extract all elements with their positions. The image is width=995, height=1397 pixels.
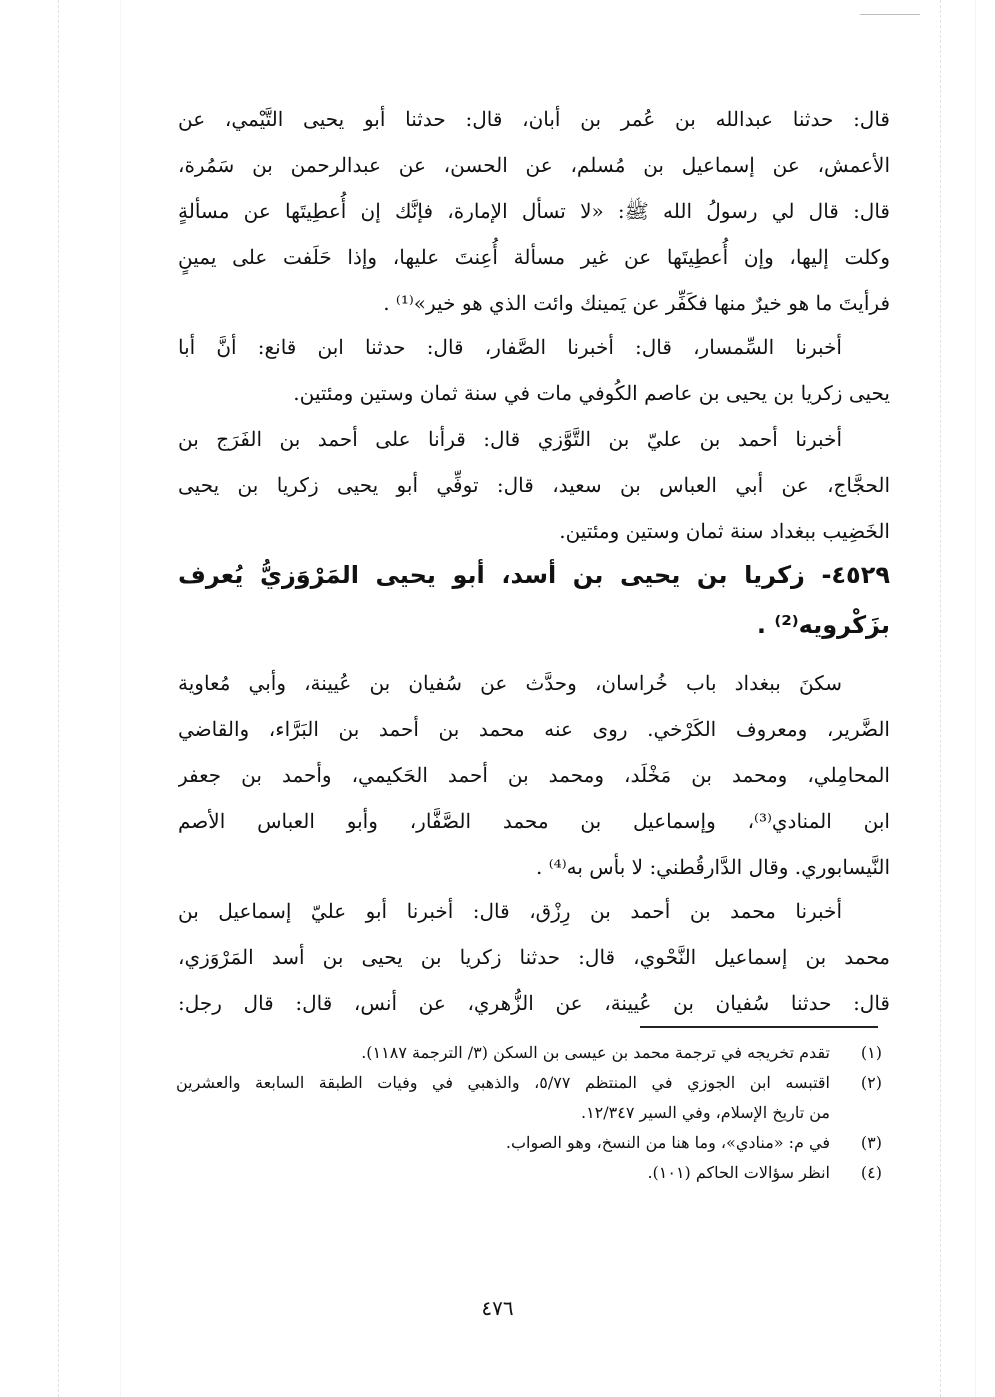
page-number: ٤٧٦ <box>481 1296 514 1320</box>
footnote-item <box>176 1158 882 1188</box>
scan-artifact-line <box>58 0 59 1397</box>
text-line: الحجَّاج، عن أبي العباس بن سعيد، قال: توفِّي أبو يحيى زكريا بن يحيى <box>178 473 890 497</box>
text-line: الخَضِيب ببغداد سنة ثمان وستين ومئتين. <box>559 519 890 543</box>
footnote-line: انظر سؤالات الحاكم (١٠١). <box>647 1163 830 1182</box>
text-line: يحيى زكريا بن يحيى بن عاصم الكُوفي مات في سنة ثمان وستين ومئتين. <box>293 381 890 405</box>
paragraph-isnad <box>178 888 890 1026</box>
scan-artifact-line <box>120 0 121 1397</box>
text-line: أخبرنا أحمد بن عليّ بن التَّوَّزي قال: قرأنا على أحمد بن الفَرَج بن <box>178 427 842 451</box>
footnote-text <box>176 1158 830 1188</box>
text-line: سكنَ ببغداد باب خُراسان، وحدَّث عن سُفيان بن عُيينة، وأبي مُعاوية <box>178 671 842 695</box>
text-line: النَّيسابوري. وقال الدَّارقُطني: لا بأس به⁽⁴⁾ . <box>536 855 890 879</box>
footnote-line: تقدم تخريجه في ترجمة محمد بن عيسى بن السكن (٣/ الترجمة ١١٨٧). <box>361 1043 830 1062</box>
paragraph-biography <box>178 660 890 890</box>
text-line: ابن المنادي⁽³⁾، وإسماعيل بن محمد الصَّفَّار، وأبو العباس الأصم <box>178 809 890 833</box>
footnote-line: اقتبسه ابن الجوزي في المنتظم ٥/٧٧، والذهبي في وفيات الطبقة السابعة والعشرين <box>176 1073 831 1092</box>
footnote-separator <box>640 1026 878 1028</box>
text-line: الضَّرير، ومعروف الكَرْخي. روى عنه محمد بن أحمد بن البَرَّاء، والقاضي <box>178 717 890 741</box>
footnote-item <box>176 1128 882 1158</box>
paragraph-report-3 <box>178 416 890 554</box>
scan-artifact-line <box>940 0 941 1397</box>
paragraph-hadith-1 <box>178 96 890 326</box>
text-line: قال: حدثنا سُفيان بن عُيينة، عن الزُّهري، عن أنس، قال: قال رجل: <box>178 991 890 1015</box>
footnote-item <box>176 1068 882 1128</box>
footnote-text <box>176 1068 830 1128</box>
text-line: أخبرنا محمد بن أحمد بن رِزْق، قال: أخبرنا أبو عليّ إسماعيل بن <box>178 899 842 923</box>
footnote-item <box>176 1038 882 1068</box>
footnote-number: (٣) <box>860 1133 882 1152</box>
footnote-line: في م: «منادي»، وما هنا من النسخ، وهو الصواب. <box>505 1133 830 1152</box>
text-line: فرأيتَ ما هو خيرٌ منها فكَفِّر عن يَمينك وائت الذي هو خير»⁽¹⁾ . <box>383 291 890 315</box>
text-line: أخبرنا السِّمسار، قال: أخبرنا الصَّفار، قال: حدثنا ابن قانع: أنَّ أبا <box>178 335 842 359</box>
text-line: قال: حدثنا عبدالله بن عُمر بن أبان، قال: حدثنا أبو يحيى التَّيْمي، عن <box>178 107 890 131</box>
footnote-number: (١) <box>860 1043 882 1062</box>
text-line: وكلت إليها، وإن أُعطِيتَها عن غير مسألة أُعِنتَ عليها، وإذا حَلَفت على يمينٍ <box>178 245 890 269</box>
entry-heading-line: ٤٥٢٩- زكريا بن يحيى بن أسد، أبو يحيى المَرْوَزيُّ يُعرف <box>178 561 890 589</box>
entry-heading-line: بزَكْرويه⁽²⁾ . <box>756 611 890 639</box>
footnotes <box>176 1038 882 1188</box>
scan-artifact-mark <box>860 14 920 15</box>
text-line: قال: قال لي رسولُ الله ﷺ: «لا تسأل الإمارة، فإنَّك إن أُعطِيتَها عن مسألةٍ <box>178 199 890 223</box>
footnote-line: من تاريخ الإسلام، وفي السير ١٢/٣٤٧. <box>580 1103 830 1122</box>
footnote-text <box>176 1038 830 1068</box>
text-line: المحامِلي، ومحمد بن مَخْلَد، ومحمد بن أحمد الحَكيمي، وأحمد بن جعفر <box>178 763 890 787</box>
text-line: الأعمش، عن إسماعيل بن مُسلم، عن الحسن، عن عبدالرحمن بن سَمُرة، <box>178 153 890 177</box>
paragraph-report-2 <box>178 324 890 416</box>
entry-heading <box>178 550 890 650</box>
footnote-number: (٢) <box>860 1073 882 1092</box>
footnote-text <box>176 1128 830 1158</box>
scan-artifact-line <box>975 0 976 1397</box>
footnote-number: (٤) <box>860 1163 882 1182</box>
text-line: محمد بن إسماعيل النَّحْوي، قال: حدثنا زكريا بن يحيى بن أسد المَرْوَزي، <box>178 945 890 969</box>
